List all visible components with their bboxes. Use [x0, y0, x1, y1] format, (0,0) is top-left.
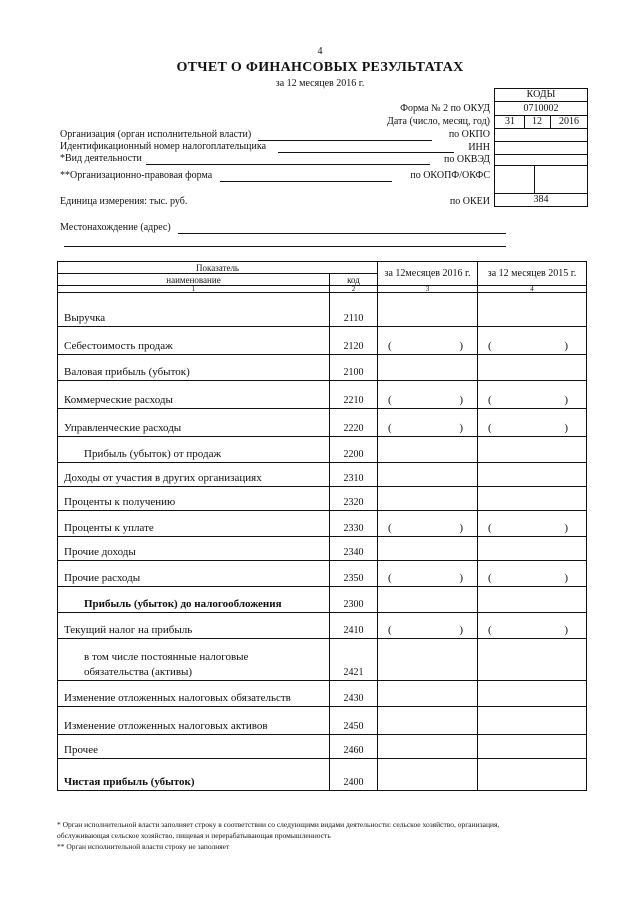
table-row [58, 487, 587, 511]
location-label: Местонахождение (адрес) [60, 222, 171, 233]
row-value-2015[interactable] [478, 537, 587, 561]
row-value-2016[interactable] [378, 735, 478, 759]
row-value-2016[interactable] [378, 561, 478, 587]
unit-label: Единица измерения: тыс. руб. [60, 196, 188, 207]
page-number: 4 [317, 46, 323, 57]
paren-close: ) [459, 422, 464, 434]
table-row [58, 587, 587, 613]
row-code: 2210 [330, 381, 378, 409]
row-value-2016[interactable] [378, 707, 478, 735]
row-value-2015[interactable] [478, 355, 587, 381]
row-code: 2120 [330, 327, 378, 355]
row-name: Валовая прибыль (убыток) [58, 355, 330, 381]
table-row [58, 639, 587, 681]
taxpayer-id-label: Идентификационный номер налогоплательщика [60, 141, 267, 152]
header-col-2015: за 12 месяцев 2015 г. [478, 262, 587, 286]
paren-close: ) [564, 422, 569, 434]
col-num-4: 4 [478, 286, 587, 293]
table-row [58, 327, 587, 355]
row-value-2015[interactable] [478, 327, 587, 355]
table-row [58, 293, 587, 327]
table-row [58, 409, 587, 437]
row-value-2015[interactable] [478, 437, 587, 463]
okei-code: 384 [533, 194, 549, 205]
table-row [58, 613, 587, 639]
row-value-2015[interactable] [478, 613, 587, 639]
okved-label: по ОКВЭД [444, 154, 490, 165]
table-row [58, 355, 587, 381]
row-name: Изменение отложенных налоговых активов [58, 707, 330, 735]
date-day: 31 [505, 116, 515, 127]
row-value-2016[interactable] [378, 537, 478, 561]
okei-label: по ОКЕИ [449, 196, 490, 207]
row-name: Управленческие расходы [58, 409, 330, 437]
row-name: Себестоимость продаж [58, 327, 330, 355]
row-value-2015[interactable] [478, 293, 587, 327]
legal-form-label: **Организационно-правовая форма [60, 170, 213, 181]
row-value-2015[interactable] [478, 487, 587, 511]
row-value-2016[interactable] [378, 681, 478, 707]
row-name: Чистая прибыль (убыток) [58, 759, 330, 791]
row-code: 2410 [330, 613, 378, 639]
page-title: ОТЧЕТ О ФИНАНСОВЫХ РЕЗУЛЬТАТАХ [176, 60, 464, 75]
header-name: наименование [58, 274, 330, 286]
row-code: 2200 [330, 437, 378, 463]
row-name: Прибыль (убыток) до налогообложения [58, 587, 330, 613]
header-col-2016: за 12месяцев 2016 г. [378, 262, 478, 286]
date-label: Дата (число, месяц, год) [387, 116, 490, 127]
paren-open: ( [388, 394, 392, 406]
organization-field[interactable] [258, 140, 432, 141]
footnote-2: ** Орган исполнительной власти строку не заполняет [57, 842, 230, 851]
paren-open: ( [388, 624, 392, 636]
financial-results-table [57, 261, 587, 791]
legal-form-field[interactable] [220, 181, 392, 182]
row-code: 2110 [330, 293, 378, 327]
row-code: 2400 [330, 759, 378, 791]
row-name: Выручка [58, 293, 330, 327]
row-value-2016[interactable] [378, 437, 478, 463]
paren-open: ( [488, 522, 492, 534]
paren-close: ) [564, 340, 569, 352]
row-name-line1: в том числе постоянные налоговые [84, 651, 249, 663]
okud-code: 0710002 [523, 103, 559, 114]
row-code: 2340 [330, 537, 378, 561]
row-code: 2450 [330, 707, 378, 735]
row-code: 2310 [330, 463, 378, 487]
footnote-1-cont: обслуживающая сельское хозяйство, пищевая и перерабатывающая промышленность [57, 831, 331, 840]
paren-open: ( [388, 422, 392, 434]
table-row [58, 707, 587, 735]
paren-close: ) [564, 624, 569, 636]
row-name-line2: обязательства (активы) [84, 666, 193, 678]
header-code: код [330, 274, 378, 286]
date-month: 12 [532, 116, 542, 127]
date-year: 2016 [559, 116, 579, 127]
paren-close: ) [459, 340, 464, 352]
row-value-2016[interactable] [378, 511, 478, 537]
table-row [58, 759, 587, 791]
location-field-line2[interactable] [64, 246, 506, 247]
paren-close: ) [564, 522, 569, 534]
row-name: Проценты к уплате [58, 511, 330, 537]
row-value-2015[interactable] [478, 463, 587, 487]
paren-close: ) [564, 572, 569, 584]
row-value-2016[interactable] [378, 327, 478, 355]
row-name: Прочее [58, 735, 330, 759]
paren-open: ( [388, 340, 392, 352]
codes-header: КОДЫ [526, 89, 556, 100]
inn-label: ИНН [468, 142, 490, 153]
row-value-2015[interactable] [478, 707, 587, 735]
paren-open: ( [388, 572, 392, 584]
row-code: 2220 [330, 409, 378, 437]
paren-close: ) [564, 394, 569, 406]
paren-open: ( [488, 394, 492, 406]
row-value-2016[interactable] [378, 759, 478, 791]
organization-label: Организация (орган исполнительной власти) [60, 129, 252, 140]
row-name: Текущий налог на прибыль [58, 613, 330, 639]
col-num-2: 2 [330, 286, 378, 293]
paren-open: ( [488, 572, 492, 584]
row-value-2016[interactable] [378, 381, 478, 409]
taxpayer-id-field[interactable] [278, 152, 454, 153]
row-name: Прочие расходы [58, 561, 330, 587]
codes-box [494, 88, 587, 206]
report-period: за 12 месяцев 2016 г. [275, 78, 365, 89]
col-num-3: 3 [378, 286, 478, 293]
row-value-2016[interactable] [378, 463, 478, 487]
footnote-1: * Орган исполнительной власти заполняет строку в соответствии со следующими видами деятельности: сельское хозяйство, организация, [57, 820, 500, 829]
row-code: 2320 [330, 487, 378, 511]
paren-close: ) [459, 522, 464, 534]
table-row [58, 381, 587, 409]
table-row [58, 537, 587, 561]
okpo-code-field[interactable] [494, 129, 587, 141]
paren-close: ) [459, 394, 464, 406]
row-value-2015[interactable] [478, 409, 587, 437]
row-value-2015[interactable] [478, 639, 587, 681]
row-value-2016[interactable] [378, 613, 478, 639]
table-row [58, 735, 587, 759]
row-value-2016[interactable] [378, 587, 478, 613]
row-value-2015[interactable] [478, 759, 587, 791]
activity-field[interactable] [146, 164, 430, 165]
row-name: Изменение отложенных налоговых обязательств [58, 681, 330, 707]
row-code: 2460 [330, 735, 378, 759]
location-field[interactable] [178, 233, 506, 234]
row-value-2015[interactable] [478, 381, 587, 409]
row-code: 2421 [330, 639, 378, 681]
row-value-2015[interactable] [478, 735, 587, 759]
row-name: Прибыль (убыток) от продаж [58, 437, 330, 463]
row-code: 2100 [330, 355, 378, 381]
row-name: Доходы от участия в других организациях [58, 463, 330, 487]
paren-close: ) [459, 624, 464, 636]
row-name: Коммерческие расходы [58, 381, 330, 409]
row-code: 2300 [330, 587, 378, 613]
paren-open: ( [488, 340, 492, 352]
row-value-2016[interactable] [378, 639, 478, 681]
okud-label: Форма № 2 по ОКУД [400, 103, 490, 114]
row-value-2015[interactable] [478, 511, 587, 537]
row-value-2015[interactable] [478, 561, 587, 587]
table-row [58, 463, 587, 487]
table-row [58, 437, 587, 463]
row-code: 2350 [330, 561, 378, 587]
row-name: Прочие доходы [58, 537, 330, 561]
row-code: 2330 [330, 511, 378, 537]
row-value-2016[interactable] [378, 293, 478, 327]
row-name [58, 639, 330, 681]
okpo-label: по ОКПО [448, 129, 490, 140]
col-num-1: 1 [58, 286, 330, 293]
row-value-2015[interactable] [478, 681, 587, 707]
activity-label: *Вид деятельности [60, 153, 142, 164]
paren-open: ( [488, 422, 492, 434]
row-value-2016[interactable] [378, 487, 478, 511]
paren-close: ) [459, 572, 464, 584]
inn-code-field[interactable] [494, 142, 587, 154]
table-row [58, 511, 587, 537]
okved-code-field[interactable] [494, 155, 587, 165]
row-name: Проценты к получению [58, 487, 330, 511]
okopf-label: по ОКОПФ/ОКФС [410, 170, 490, 181]
header-indicator: Показатель [58, 262, 378, 274]
table-row [58, 681, 587, 707]
row-value-2016[interactable] [378, 409, 478, 437]
row-value-2016[interactable] [378, 355, 478, 381]
row-value-2015[interactable] [478, 587, 587, 613]
row-code: 2430 [330, 681, 378, 707]
table-row [58, 561, 587, 587]
paren-open: ( [388, 522, 392, 534]
paren-open: ( [488, 624, 492, 636]
